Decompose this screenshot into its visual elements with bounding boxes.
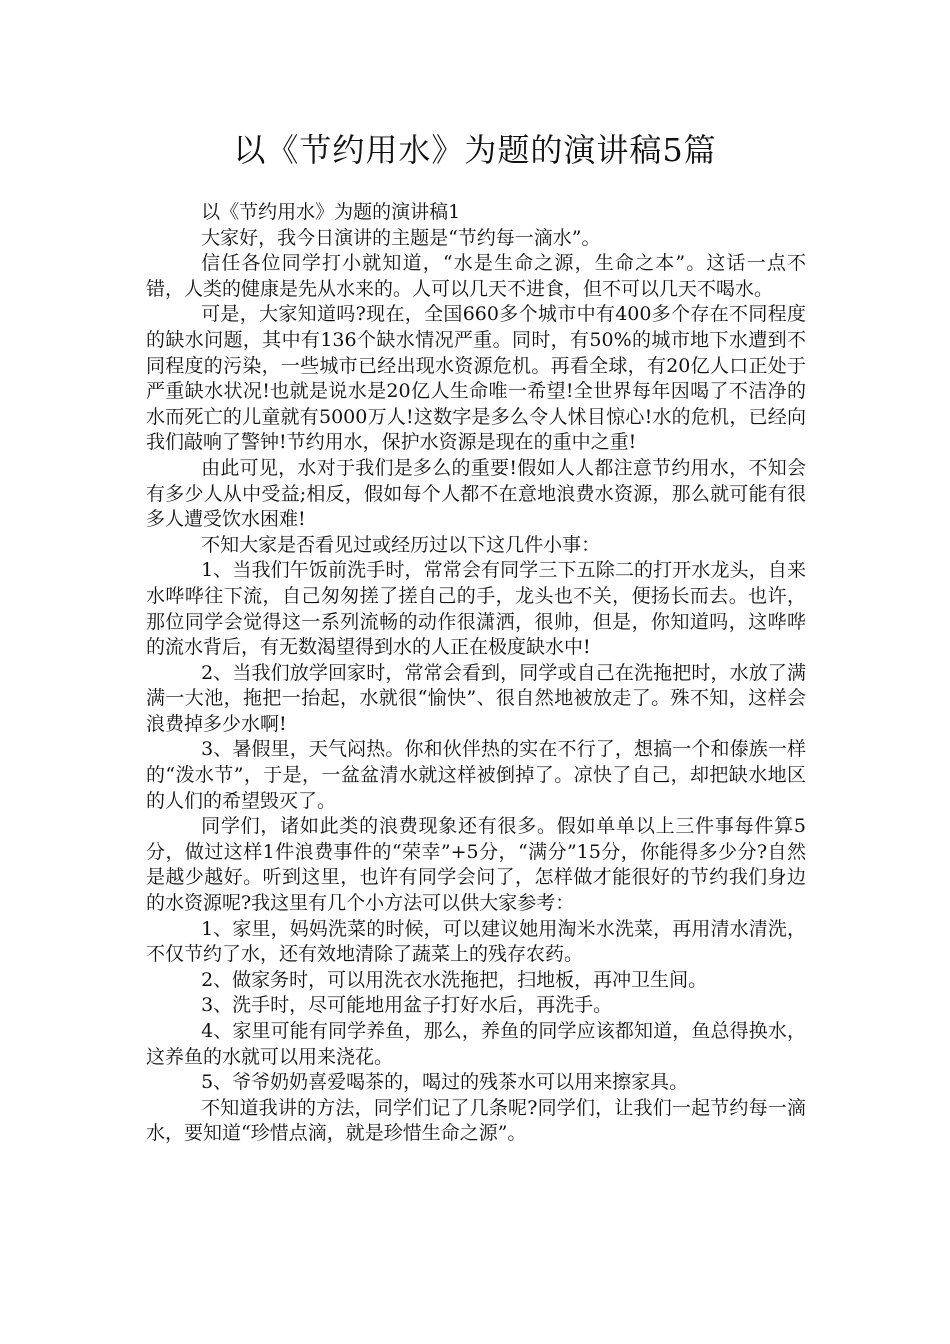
paragraph: 同学们，诸如此类的浪费现象还有很多。假如单单以上三件事每件算5分，做过这样1件浪费事件的“荣幸”+5分，“满分”15分，你能得多少分?自然是越少越好。听到这里，也许有同学会问了，怎样做才能很好的节约我们身边的水资源呢?我这里有几个小方法可以供大家参考： bbox=[146, 815, 806, 915]
paragraph: 不知大家是否看见过或经历过以下这几件小事： bbox=[201, 533, 601, 556]
paragraph: 由此可见，水对于我们是多么的重要!假如人人都注意节约用水，不知会有多少人从中受益;相反，假如每个人都不在意地浪费水资源，那么就可能有很多人遭受饮水困难! bbox=[146, 456, 806, 531]
paragraph: 3、暑假里，天气闷热。你和伙伴热的实在不行了，想搞一个和傣族一样的“泼水节”，于是，一盆盆清水就这样被倒掉了。凉快了自己，却把缺水地区的人们的希望毁灭了。 bbox=[146, 738, 806, 812]
paragraph: 以《节约用水》为题的演讲稿1 bbox=[201, 201, 461, 223]
paragraph: 不知道我讲的方法，同学们记了几条呢?同学们，让我们一起节约每一滴水，要知道“珍惜点滴，就是珍惜生命之源”。 bbox=[146, 1096, 806, 1145]
paragraph: 1、当我们午饭前洗手时，常常会有同学三下五除二的打开水龙头，自来水哗哗往下流，自己匆匆搓了搓自己的手，龙头也不关，便扬长而去。也许，那位同学会觉得这一系列流畅的动作很潇洒，很帅，但是，你知道吗，这哗哗的流水背后，有无数渴望得到水的人正在极度缺水中! bbox=[146, 559, 806, 659]
paragraph: 3、洗手时，尽可能地用盆子打好水后，再洗手。 bbox=[201, 994, 613, 1017]
document-title: 以《节约用水》为题的演讲稿5篇 bbox=[233, 131, 717, 169]
paragraph: 2、做家务时，可以用洗衣水洗拖把，扫地板，再冲卫生间。 bbox=[201, 968, 708, 991]
paragraph: 4、家里可能有同学养鱼，那么，养鱼的同学应该都知道，鱼总得换水，这养鱼的水就可以用来浇花。 bbox=[146, 1020, 806, 1068]
paragraph: 信任各位同学打小就知道，“水是生命之源，生命之本”。这话一点不错，人类的健康是先从水来的。人可以几天不进食，但不可以几天不喝水。 bbox=[146, 252, 806, 300]
paragraph: 1、家里，妈妈洗菜的时候，可以建议她用淘米水洗菜，再用清水清洗，不仅节约了水，还有效地清除了蔬菜上的残存农药。 bbox=[146, 917, 806, 966]
paragraph: 5、爷爷奶奶喜爱喝茶的，喝过的残茶水可以用来擦家具。 bbox=[201, 1071, 689, 1094]
paragraph: 大家好，我今日演讲的主题是“节约每一滴水”。 bbox=[201, 226, 601, 249]
document-body bbox=[146, 200, 806, 1147]
paragraph: 可是，大家知道吗?现在，全国660多个城市中有400多个存在不同程度的缺水问题，其中有136个缺水情况严重。同时，有50%的城市地下水遭到不同程度的污染，一些城市已经出现水资源危机。再看全球，有20亿人口正处于严重缺水状况!也就是说水是20亿人生命唯一希望!全世界每年因喝了不洁净的水而死亡的儿童就有5000万人!这数字是多么令人怵目惊心!水的危机，已经向我们敲响了警钟!节约用水，保护水资源是现在的重中之重! bbox=[146, 303, 806, 454]
paragraph: 2、当我们放学回家时，常常会看到，同学或自己在洗拖把时，水放了满满一大池，拖把一抬起，水就很“愉快”、很自然地被放走了。殊不知，这样会浪费掉多少水啊! bbox=[146, 661, 806, 735]
